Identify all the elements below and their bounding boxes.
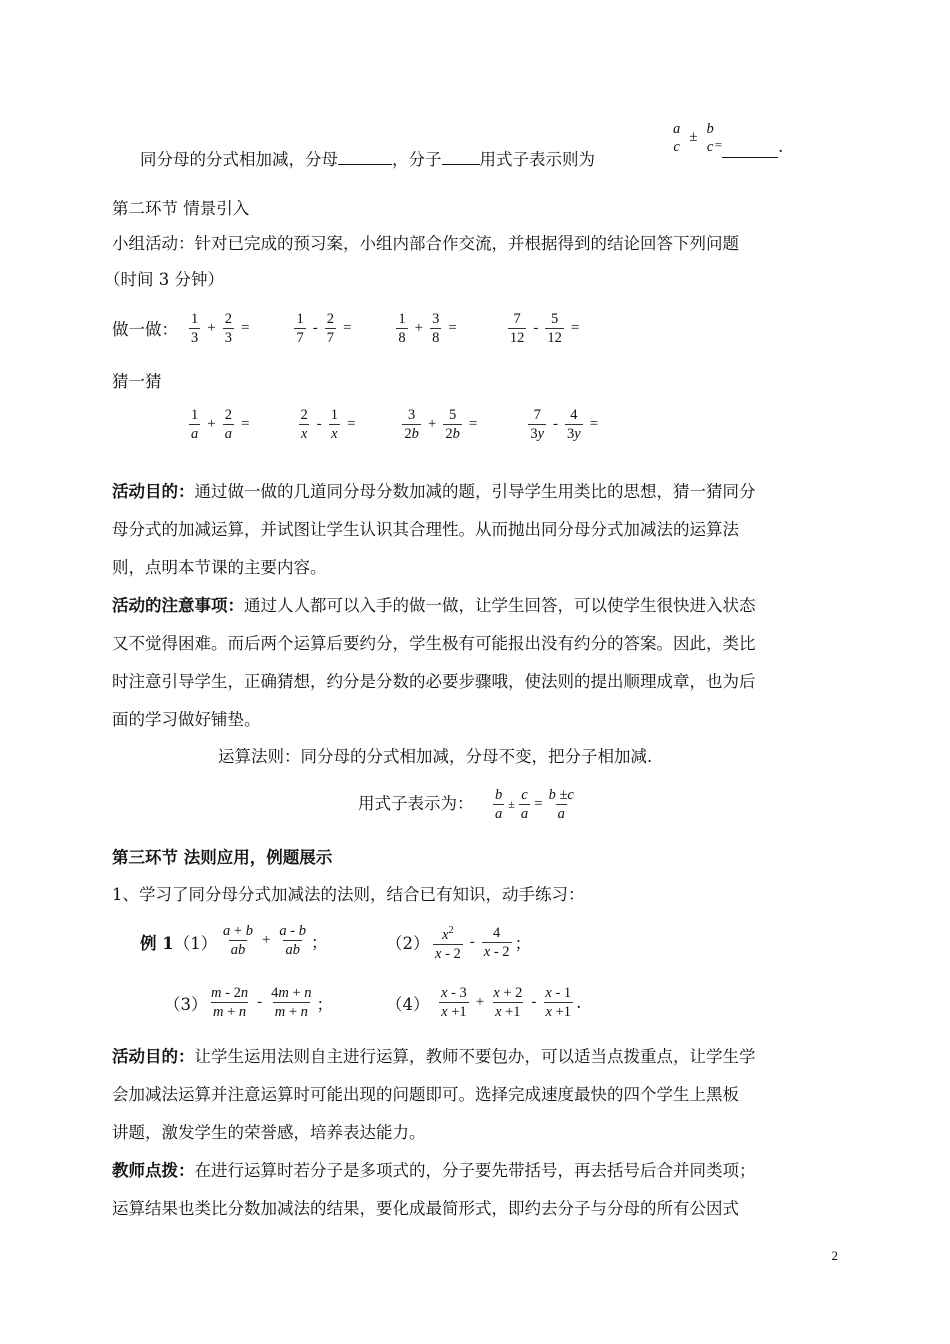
purpose-label: 活动目的： [112, 482, 195, 501]
intro-text-c: 用式子表示则为 [479, 150, 595, 169]
fraction: $\frac{2}{7}$ [326, 311, 334, 346]
section3-title: 第三环节 法则应用，例题展示 [112, 848, 333, 867]
notes-line2: 又不觉得困难。而后两个运算后要约分，学生极有可能报出没有约分的答案。因此，类比 [112, 634, 756, 653]
fraction: $\frac{a - b}{ab}$ [279, 923, 306, 958]
fraction: $\frac{1}{a}$ [191, 407, 199, 442]
fraction: $\frac{5}{12}$ [547, 311, 562, 346]
fraction: $\frac{1}{7}$ [296, 311, 304, 346]
notes-line3: 时注意引导学生，正确猜想，约分是分数的必要步骤哦，使法则的提出顺理成章，也为后 [112, 672, 756, 691]
section3-item1: 1、学习了同分母分式加减法的法则，结合已有知识，动手练习： [112, 885, 585, 904]
example1-expr2: $\frac{x^2}{x - 2}$ - $\frac{4}{x - 2}$ ； [430, 922, 531, 963]
purpose1-line3: 则，点明本节课的主要内容。 [112, 558, 327, 577]
fraction: $\frac{1}{3}$ [191, 311, 199, 346]
activity-line1: 小组活动：针对已完成的预习案，小组内部合作交流，并根据得到的结论回答下列问题 [112, 234, 739, 253]
fraction: $\frac{1}{8}$ [398, 311, 406, 346]
guess-exercises: $\frac{1}{a}$ + $\frac{2}{a}$ = $\frac{2}{x}$ - $\frac{1}{x}$ = $\frac{3}{2b}$ + $\frac{5}{2b}$ = $\frac{7}{3y}$ - $\frac{4}{3y}$ = [191, 407, 599, 442]
purpose2-line1: 活动目的：让学生运用法则自主进行运算，教师不要包办，可以适当点拨重点，让学生学 [112, 1047, 756, 1066]
example1-label: 例 1（1） [140, 934, 218, 953]
notes-label: 活动的注意事项： [112, 596, 244, 615]
do-exercises: $\frac{1}{3}$ + $\frac{2}{3}$ = $\frac{1}{7}$ - $\frac{2}{7}$ = $\frac{1}{8}$ + $\frac{3}{8}$ = $\frac{7}{12}$ - $\frac{5}{12}$ = [191, 311, 580, 346]
fraction: $\frac{x - 3}{x +1}$ [441, 985, 467, 1020]
fraction: $\frac{4}{x - 2}$ [483, 924, 510, 960]
do-label: 做一做： [112, 320, 178, 339]
rule-text: 运算法则：同分母的分式相加减，分母不变，把分子相加减. [218, 747, 653, 766]
fraction: $\frac{2}{a}$ [224, 407, 232, 442]
fraction: $\frac{3}{8}$ [432, 311, 440, 346]
activity-line2: （时间 3 分钟） [104, 270, 224, 289]
answer-blank[interactable] [338, 146, 392, 165]
guess-label: 猜一猜 [112, 372, 162, 391]
example1-expr3: $\frac{m - 2n}{m + n}$ - $\frac{4m + n}{m + n}$ ； [211, 985, 333, 1020]
purpose2-line3: 讲题，激发学生的荣誉感，培养表达能力。 [112, 1123, 426, 1142]
answer-blank[interactable] [722, 139, 778, 158]
fraction: $\frac{7}{12}$ [509, 311, 525, 346]
teacher-line1: 教师点拨：在进行运算时若分子是多项式的，分子要先带括号，再去括号后合并同类项； [112, 1161, 756, 1180]
fraction: $\frac{4}{3y}$ [567, 407, 581, 442]
fraction: $\frac{4m + n}{m + n}$ [271, 985, 312, 1020]
teacher-line2: 运算结果也类比分数加减法的结果，要化成最简形式，即约去分子与分母的所有公因式 [112, 1199, 739, 1218]
fraction: $\frac{2}{x}$ [300, 407, 308, 442]
rule-formula: $\frac{b}{a}$ ± $\frac{c}{a}$ = $\frac{b \pm c}{a}$ [495, 787, 574, 822]
answer-blank[interactable] [442, 146, 480, 165]
fraction: b c [706, 120, 714, 155]
fraction: $\frac{b \pm c}{a}$ [548, 787, 574, 822]
purpose1-line1: 活动目的：通过做一做的几道同分母分数加减的题，引导学生用类比的思想，猜一猜同分 [112, 482, 756, 501]
fraction: $\frac{2}{3}$ [224, 311, 232, 346]
purpose-label: 活动目的： [112, 1047, 195, 1066]
example1-p2: （2） [386, 934, 430, 953]
fraction: $\frac{3}{2b}$ [404, 407, 419, 442]
fraction: $\frac{x + 2}{x +1}$ [493, 985, 523, 1020]
example1-p3: （3） [164, 995, 208, 1014]
page-number: 2 [831, 1248, 838, 1263]
period: . [778, 137, 784, 156]
example1-expr1: $\frac{a + b}{ab}$ + $\frac{a - b}{ab}$ ； [223, 923, 328, 958]
purpose1-line2: 母分式的加减运算，并试图让学生认识其合理性。从而抛出同分母分式加减法的运算法 [112, 520, 739, 539]
fraction: $\frac{x - 1}{x +1}$ [545, 985, 572, 1020]
teacher-label: 教师点拨： [112, 1161, 195, 1180]
fraction: $\frac{m - 2n}{m + n}$ [211, 985, 249, 1020]
section2-title: 第二环节 情景引入 [112, 199, 250, 218]
intro-line [140, 146, 595, 172]
notes-line4: 面的学习做好铺垫。 [112, 710, 261, 729]
rule-formula-label: 用式子表示为： [358, 794, 474, 813]
example1-expr4: $\frac{x - 3}{x +1}$ + $\frac{x + 2}{x +1}$ - $\frac{x - 1}{x +1}$ . [441, 985, 582, 1020]
fraction: $\frac{5}{2b}$ [445, 407, 460, 442]
purpose2-line2: 会加减法运算并注意运算时可能出现的问题即可。选择完成速度最快的四个学生上黑板 [112, 1085, 739, 1104]
intro-text-b: ，分子 [392, 150, 442, 169]
fraction: a c [673, 120, 681, 155]
fraction: $\frac{7}{3y}$ [530, 407, 545, 442]
fraction: $\frac{c}{a}$ [520, 787, 529, 822]
intro-formula: a c ± b c = . [673, 120, 784, 156]
notes-line1: 活动的注意事项：通过人人都可以入手的做一做，让学生回答，可以使学生很快进入状态 [112, 596, 756, 615]
fraction: $\frac{x^2}{x - 2}$ [435, 925, 461, 962]
fraction: $\frac{b}{a}$ [495, 787, 503, 822]
example1-p4: （4） [386, 995, 430, 1014]
fraction: $\frac{a + b}{ab}$ [223, 923, 253, 958]
fraction: $\frac{1}{x}$ [330, 407, 338, 442]
intro-text-a: 同分母的分式相加减，分母 [140, 150, 338, 169]
